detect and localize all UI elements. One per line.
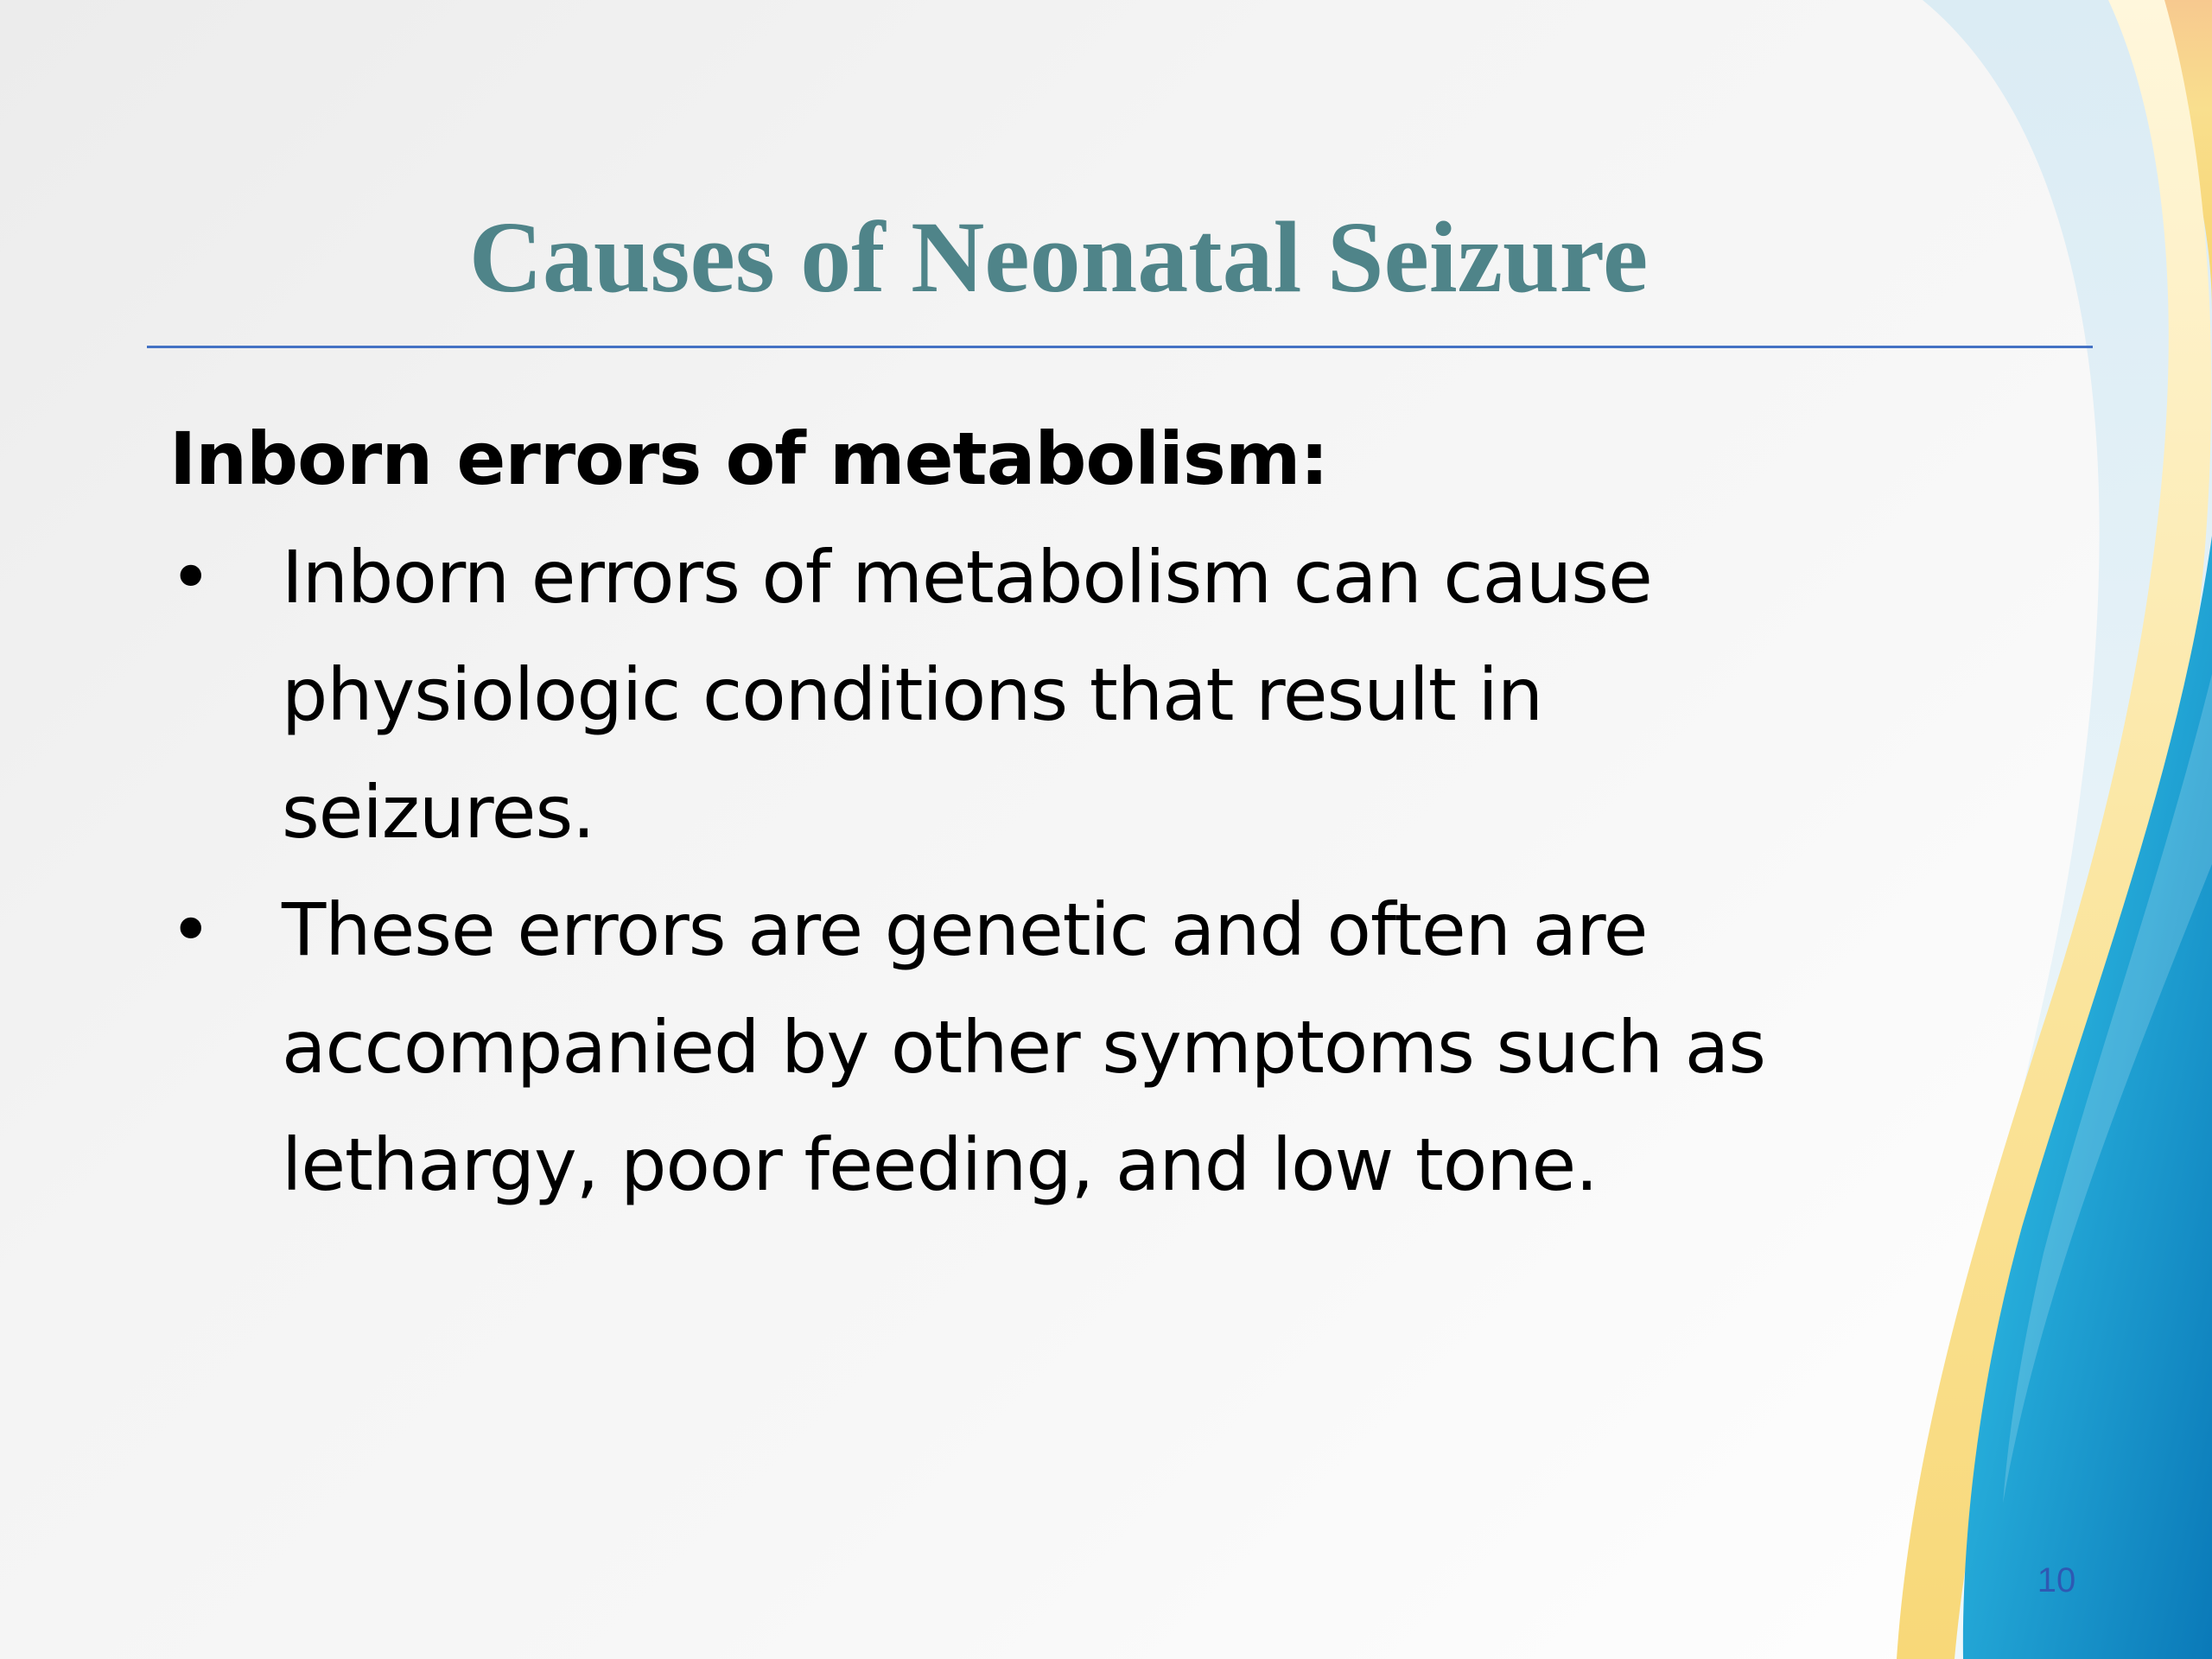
bullet-item [169, 518, 1984, 871]
bullet-marker: • [169, 535, 212, 620]
section-heading: Inborn errors of metabolism: [169, 416, 1328, 501]
bullet-line: Inborn errors of metabolism can cause [282, 535, 1652, 620]
bullet-line: seizures. [282, 770, 594, 855]
bullet-line: accompanied by other symptoms such as [282, 1005, 1765, 1090]
slide-number: 10 [2037, 1561, 2076, 1599]
title-divider [147, 346, 2093, 348]
bullet-item [169, 871, 1984, 1224]
slide-body [169, 399, 1984, 1224]
bullet-line: lethargy, poor feeding, and low tone. [282, 1122, 1598, 1207]
bullet-marker: • [169, 887, 212, 972]
slide-title: Causes of Neonatal Seizure [468, 200, 1649, 314]
bullet-list [169, 518, 1984, 1224]
bullet-line: physiologic conditions that result in [282, 652, 1543, 737]
bullet-line: These errors are genetic and often are [282, 887, 1648, 972]
